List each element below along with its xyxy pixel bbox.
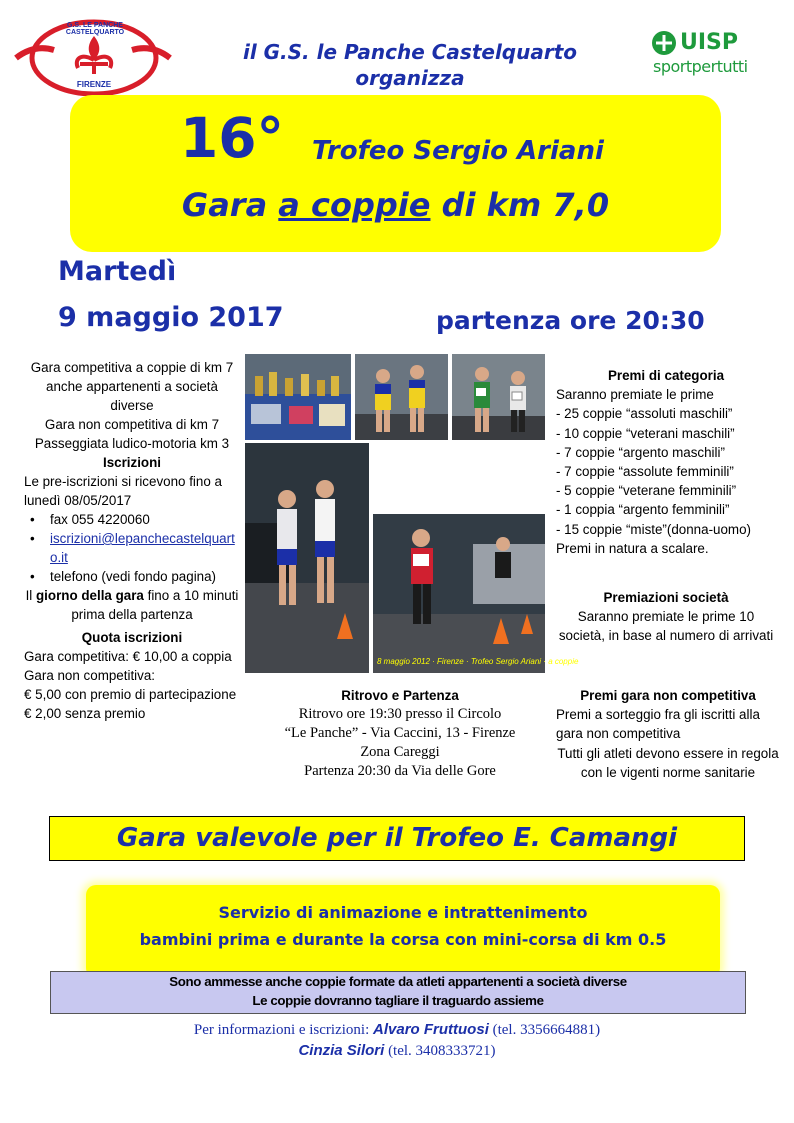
organizer-line: il G.S. le Panche Castelquarto xyxy=(242,40,578,64)
ritrovo-section xyxy=(250,686,550,781)
intro-line-1: Gara competitiva a coppie di km 7 anche appartenenti a società diverse xyxy=(30,360,234,413)
iscrizioni-title: Iscrizioni xyxy=(102,455,162,470)
race-subtitle-post: di km 7,0 xyxy=(430,186,610,224)
giorno-gara-text xyxy=(24,586,240,624)
left-column xyxy=(24,358,240,723)
ammesse-line-2: Le coppie dovranno tagliare il traguardo assieme xyxy=(252,993,544,1008)
premiazioni-societa-text: Saranno premiate le prime 10 società, in base al numero di arrivati xyxy=(558,609,774,644)
premi-item: - 5 coppie “veterane femminili” xyxy=(556,483,737,499)
start-time: partenza ore 20:30 xyxy=(436,306,705,335)
logo-uisp-tagline: sportpertutti xyxy=(653,57,748,76)
premi-nc-line-1: Premi a sorteggio fra gli iscritti alla gara non competitiva xyxy=(556,707,760,742)
ritrovo-title: Ritrovo e Partenza xyxy=(341,688,459,703)
animazione-line-1: Servizio di animazione e intrattenimento xyxy=(218,903,588,922)
premi-item: - 7 coppie “assolute femminili” xyxy=(556,464,734,480)
giorno-bold: giorno della gara xyxy=(35,588,144,603)
title-box xyxy=(70,95,721,252)
organizza-line: organizza xyxy=(355,66,465,90)
photo-runners-2 xyxy=(452,354,545,440)
ritrovo-line-3: Zona Careggi xyxy=(360,744,440,760)
email-link[interactable]: iscrizioni@lepanchecastelquarto.it xyxy=(50,531,235,565)
intro-line-2: Gara non competitiva di km 7 xyxy=(44,417,220,432)
premi-nc-title: Premi gara non competitiva xyxy=(580,688,756,703)
race-subtitle-pre: Gara xyxy=(181,186,279,224)
premi-nc-line-2: Tutti gli atleti devono essere in regola con le vigenti norme sanitarie xyxy=(557,745,779,780)
intro-line-3: Passeggiata ludico-motoria km 3 xyxy=(34,436,230,451)
premiazioni-societa-title: Premiazioni società xyxy=(603,590,729,606)
race-subtitle-underlined: a coppie xyxy=(278,186,431,224)
trophy-name: Trofeo Sergio Ariani xyxy=(312,136,604,166)
premi-intro: Saranno premiate le prime xyxy=(556,387,714,403)
ritrovo-line-1: Ritrovo ore 19:30 presso il Circolo xyxy=(298,706,502,722)
photo-runners-3 xyxy=(245,443,369,673)
telefono-item: • telefono (vedi fondo pagina) xyxy=(24,567,240,586)
photo-runners-4 xyxy=(373,514,545,673)
quota-line-3: € 5,00 con premio di partecipazione xyxy=(24,687,237,702)
ritrovo-line-4: Partenza 20:30 da Via delle Gore xyxy=(304,763,496,779)
logo-gs-le-panche xyxy=(14,14,172,96)
photo-gap xyxy=(373,443,545,511)
premi-item: - 10 coppie “veterani maschili” xyxy=(556,425,735,441)
photo-prizes-table xyxy=(245,354,351,440)
logo-uisp xyxy=(650,30,760,78)
giorno-pre: Il xyxy=(25,588,36,603)
quota-line-4: € 2,00 senza premio xyxy=(24,706,146,721)
photo-caption: 8 maggio 2012 · Firenze · Trofeo Sergio Ariani · a coppie xyxy=(377,657,579,666)
premi-item: - 15 coppie “miste”(donna-uomo) xyxy=(556,521,751,537)
info-line-2 xyxy=(100,1042,694,1060)
ammesse-line-1: Sono ammesse anche coppie formate da atleti appartenenti a società diverse xyxy=(169,974,627,989)
quota-title: Quota iscrizioni xyxy=(81,630,183,645)
logo-left-top-text: G.S. LE PANCHE CASTELQUARTO xyxy=(65,22,125,36)
contact-name-2: Cinzia Silori xyxy=(298,1042,385,1059)
info-pre: Per informazioni e iscrizioni: xyxy=(193,1022,374,1038)
premi-categoria-title: Premi di categoria xyxy=(607,368,725,383)
premi-item: - 7 coppie “argento maschili” xyxy=(556,444,725,460)
date-full: 9 maggio 2017 xyxy=(58,302,284,333)
premi-item: - 1 coppia “argento femminili” xyxy=(556,502,730,518)
premi-item: - 25 coppie “assoluti maschili” xyxy=(556,406,733,422)
giorno-post: fino a 10 minuti prima della partenza xyxy=(71,588,239,622)
premi-outro: Premi in natura a scalare. xyxy=(556,540,709,556)
quota-line-2: Gara non competitiva: xyxy=(24,668,155,683)
info-line-1 xyxy=(100,1021,694,1039)
premi-non-competitiva xyxy=(556,686,780,782)
contact-tel-1: (tel. 3356664881) xyxy=(488,1022,601,1038)
quota-line-1: Gara competitiva: € 10,00 a coppia xyxy=(24,649,232,664)
contact-tel-2: (tel. 3408333721) xyxy=(384,1043,496,1059)
animazione-box xyxy=(86,885,720,978)
animazione-line-2: bambini prima e durante la corsa con mini-corsa di km 0.5 xyxy=(139,930,667,949)
right-column xyxy=(556,366,776,646)
edition-number: 16° xyxy=(180,106,285,170)
logo-uisp-text: UISP xyxy=(680,30,739,55)
ritrovo-line-2: “Le Panche” - Via Caccini, 13 - Firenze xyxy=(284,725,516,741)
race-subtitle xyxy=(70,186,721,224)
pre-iscrizioni-text: Le pre-iscrizioni si ricevono fino a lunedì 08/05/2017 xyxy=(24,474,222,508)
logo-left-bottom-text: FIRENZE xyxy=(76,80,112,89)
camangi-banner: Gara valevole per il Trofeo E. Camangi xyxy=(49,816,745,861)
fax-item: • fax 055 4220060 xyxy=(24,510,240,529)
contact-name-1: Alvaro Fruttuosi xyxy=(373,1021,489,1038)
email-item xyxy=(24,529,240,567)
ammesse-box xyxy=(50,971,746,1014)
photo-runners-1 xyxy=(355,354,448,440)
date-weekday: Martedì xyxy=(58,256,177,287)
